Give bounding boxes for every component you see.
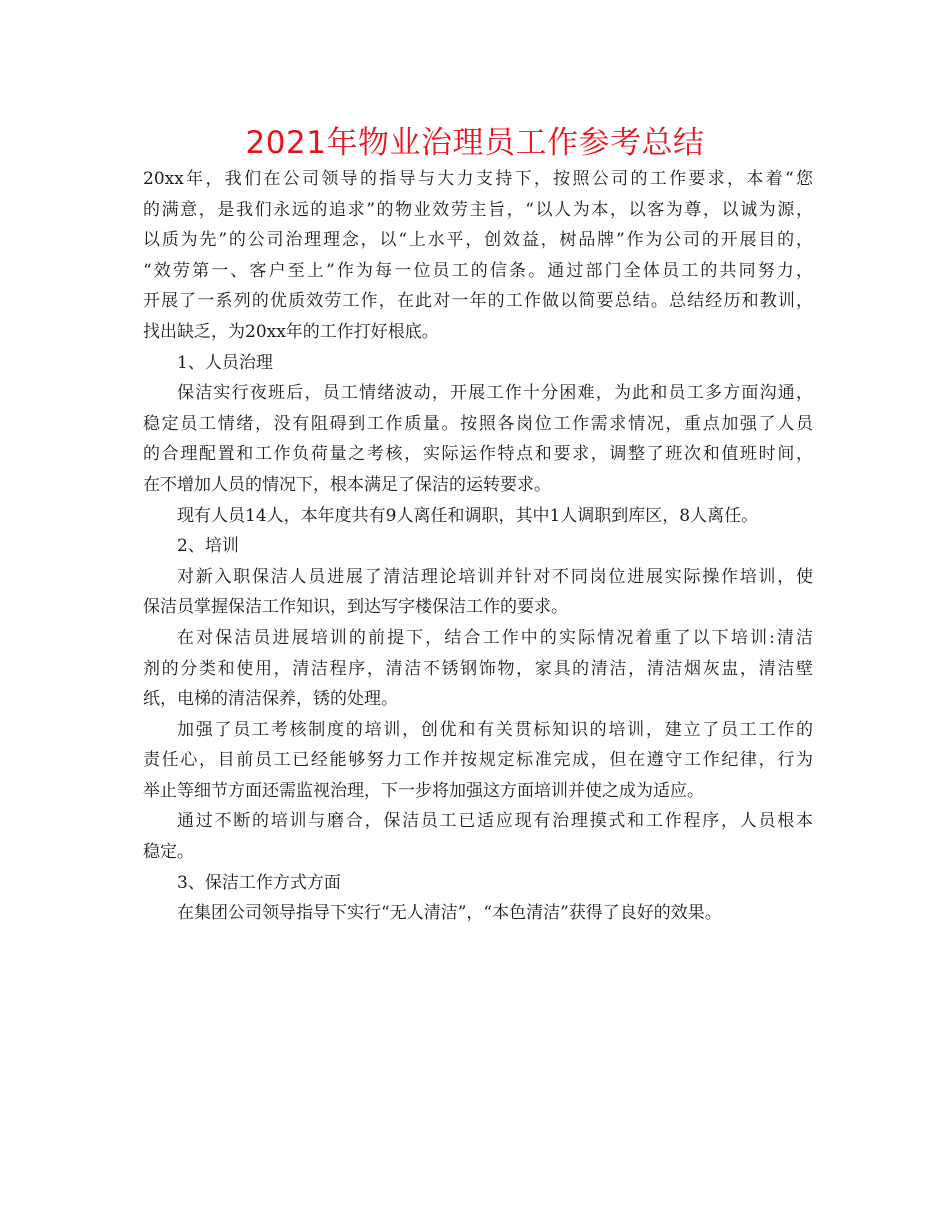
paragraph: [143, 806, 813, 867]
paragraph-line: 保洁员掌握保洁工作知识，到达写字楼保洁工作的要求。: [143, 597, 568, 618]
paragraph-line: 开展了一系列的优质效劳工作，在此对一年的工作做以简要总结。总结经历和教训，: [143, 291, 813, 312]
paragraph-line: 纸，电梯的清洁保养，锈的处理。: [143, 689, 398, 710]
paragraph-line: “效劳第一、客户至上”作为每一位员工的信条。通过部门全体员工的共同努力，: [143, 260, 813, 281]
paragraph: [143, 164, 813, 348]
paragraph-line: 稳定。: [143, 842, 194, 863]
paragraph-line: 剂的分类和使用，清洁程序，清洁不锈钢饰物，家具的清洁，清洁烟灰盅，清洁壁: [143, 658, 813, 679]
paragraph-line: 3、保洁工作方式方面: [177, 872, 341, 893]
paragraph-line: 通过不断的培训与磨合，保洁员工已适应现有治理摸式和工作程序，人员根本: [177, 811, 813, 832]
paragraph-line: 责任心，目前员工已经能够努力工作并按规定标准完成，但在遵守工作纪律，行为: [143, 750, 813, 771]
paragraph: [143, 348, 813, 379]
paragraph: [143, 715, 813, 807]
paragraph-line: 稳定员工情绪，没有阻碍到工作质量。按照各岗位工作需求情况，重点加强了人员: [143, 413, 813, 434]
paragraph-line: 在对保洁员进展培训的前提下，结合工作中的实际情况着重了以下培训:清洁: [177, 627, 813, 648]
document-title: 2021年物业治理员工作参考总结: [245, 125, 705, 161]
paragraph: [143, 868, 813, 899]
paragraph-line: 20xx年，我们在公司领导的指导与大力支持下，按照公司的工作要求，本着“您: [143, 169, 813, 189]
paragraph: [143, 378, 813, 500]
document-body: [143, 164, 813, 929]
paragraph-line: 现有人员14人，本年度共有9人离任和调职，其中1人调职到库区，8人离任。: [177, 505, 759, 526]
paragraph: [143, 562, 813, 623]
paragraph: [143, 898, 813, 929]
paragraph-line: 在集团公司领导指导下实行“无人清洁”，“本色清洁”获得了良好的效果。: [177, 903, 722, 924]
paragraph-line: 2、培训: [177, 536, 239, 557]
paragraph-line: 对新入职保洁人员进展了清洁理论培训并针对不同岗位进展实际操作培训，使: [177, 566, 813, 587]
paragraph-line: 举止等细节方面还需监视治理，下一步将加强这方面培训并使之成为适应。: [143, 780, 704, 801]
paragraph-line: 加强了员工考核制度的培训，创优和有关贯标知识的培训，建立了员工工作的: [177, 719, 813, 740]
paragraph-line: 找出缺乏，为20xx年的工作打好根底。: [143, 321, 439, 342]
paragraph: [143, 501, 813, 532]
paragraph-line: 在不增加人员的情况下，根本满足了保洁的运转要求。: [143, 474, 551, 495]
paragraph-line: 1、人员治理: [177, 352, 273, 373]
paragraph: [143, 531, 813, 562]
paragraph-line: 的合理配置和工作负荷量之考核，实际运作特点和要求，调整了班次和值班时间，: [143, 444, 813, 465]
paragraph-line: 以质为先”的公司治理理念，以“上水平，创效益，树品牌”作为公司的开展目的，: [143, 230, 813, 251]
paragraph-line: 的满意，是我们永远的追求”的物业效劳主旨，“以人为本，以客为尊，以诚为源，: [143, 199, 813, 220]
paragraph: [143, 623, 813, 715]
paragraph-line: 保洁实行夜班后，员工情绪波动，开展工作十分困难，为此和员工多方面沟通，: [177, 383, 813, 404]
